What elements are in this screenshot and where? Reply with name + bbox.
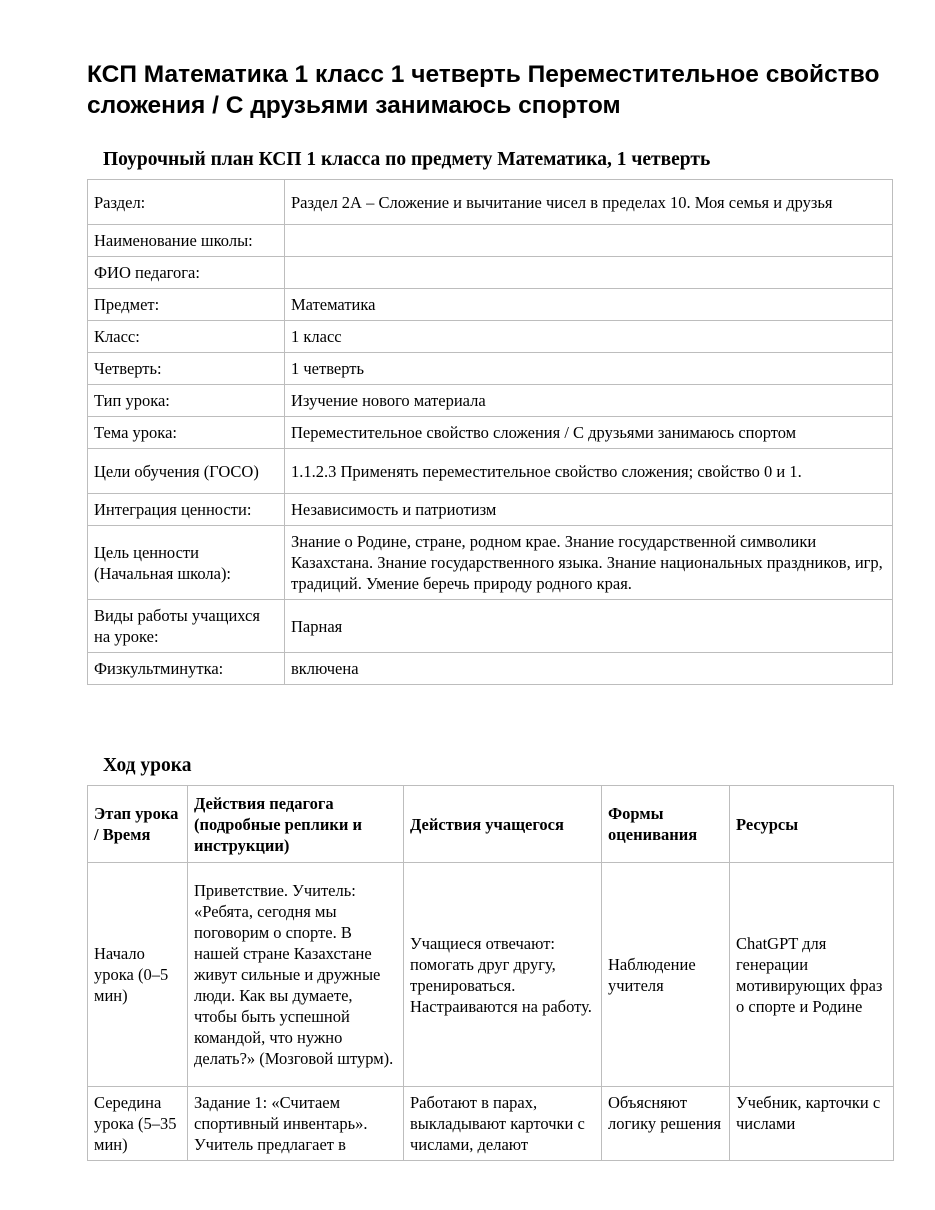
table-cell: Учебник, карточки с числами [730, 1087, 894, 1161]
info-value: Раздел 2А – Сложение и вычитание чисел в пределах 10. Моя семья и друзья [285, 180, 893, 225]
info-label: Класс: [88, 321, 285, 353]
course-heading: Ход урока [103, 755, 192, 776]
info-row-subject [88, 289, 893, 321]
table-cell: Учащиеся отвечают: помогать друг другу, тренироваться. Настраиваются на работу. [404, 863, 602, 1087]
info-value: Математика [285, 289, 893, 321]
course-table-container [87, 785, 894, 1165]
column-header-student-actions: Действия учащегося [404, 786, 602, 863]
info-row-topic [88, 417, 893, 449]
column-header-resources: Ресурсы [730, 786, 894, 863]
column-header-teacher-actions: Действия педагога (подробные реплики и инструкции) [188, 786, 404, 863]
table-cell: ChatGPT для генерации мотивирующих фраз о спорте и Родине [730, 863, 894, 1087]
info-row-grade [88, 321, 893, 353]
info-row-school [88, 225, 893, 257]
info-label: Тип урока: [88, 385, 285, 417]
info-value: Знание о Родине, стране, родном крае. Знание государственной символики Казахстана. Знание государственного языка. Знание национальных праздников, игр, традиций. Умение беречь природу родного края. [285, 526, 893, 600]
info-label: Четверть: [88, 353, 285, 385]
table-cell: Работают в парах, выкладывают карточки с числами, делают [404, 1087, 602, 1161]
table-row [88, 863, 894, 1087]
table-row [88, 1087, 894, 1161]
table-cell: Приветствие. Учитель: «Ребята, сегодня мы поговорим о спорте. В нашей стране Казахстане живут сильные и дружные люди. Как вы думаете, чтобы быть успешной командой, что нужно делать?» (Мозговой штурм). [188, 863, 404, 1087]
page-title: КСП Математика 1 класс 1 четверть Переместительное свойство сложения / С друзьями занимаюсь спортом [87, 61, 880, 119]
info-label: ФИО педагога: [88, 257, 285, 289]
info-value: Переместительное свойство сложения / С друзьями занимаюсь спортом [285, 417, 893, 449]
info-label: Цель ценности (Начальная школа): [88, 526, 285, 600]
info-row-lesson-type [88, 385, 893, 417]
info-row-value-integration [88, 494, 893, 526]
table-header-row [88, 786, 894, 863]
info-row-value-goal [88, 526, 893, 600]
info-value: Изучение нового материала [285, 385, 893, 417]
info-label: Интеграция ценности: [88, 494, 285, 526]
info-label: Тема урока: [88, 417, 285, 449]
info-row-section [88, 180, 893, 225]
table-cell: Начало урока (0–5 мин) [88, 863, 188, 1087]
info-value: 1 класс [285, 321, 893, 353]
table-cell: Объясняют логику решения [602, 1087, 730, 1161]
column-header-stage: Этап урока / Время [88, 786, 188, 863]
info-value: Парная [285, 600, 893, 653]
info-value: включена [285, 653, 893, 685]
lesson-course-table [87, 785, 894, 1161]
info-value [285, 225, 893, 257]
info-label: Физкультминутка: [88, 653, 285, 685]
plan-heading: Поурочный план КСП 1 класса по предмету Математика, 1 четверть [103, 149, 711, 170]
table-cell: Середина урока (5–35 мин) [88, 1087, 188, 1161]
column-header-assessment: Формы оценивания [602, 786, 730, 863]
info-label: Раздел: [88, 180, 285, 225]
info-row-quarter [88, 353, 893, 385]
info-row-physical-break [88, 653, 893, 685]
info-label: Цели обучения (ГОСО) [88, 449, 285, 494]
info-label: Наименование школы: [88, 225, 285, 257]
info-row-teacher [88, 257, 893, 289]
info-value: 1 четверть [285, 353, 893, 385]
info-value: Независимость и патриотизм [285, 494, 893, 526]
info-label: Виды работы учащихся на уроке: [88, 600, 285, 653]
info-label: Предмет: [88, 289, 285, 321]
info-row-work-types [88, 600, 893, 653]
info-value [285, 257, 893, 289]
info-row-learning-goals [88, 449, 893, 494]
lesson-info-table [87, 179, 893, 685]
info-value: 1.1.2.3 Применять переместительное свойство сложения; свойство 0 и 1. [285, 449, 893, 494]
table-cell: Наблюдение учителя [602, 863, 730, 1087]
table-cell: Задание 1: «Считаем спортивный инвентарь». Учитель предлагает в [188, 1087, 404, 1161]
